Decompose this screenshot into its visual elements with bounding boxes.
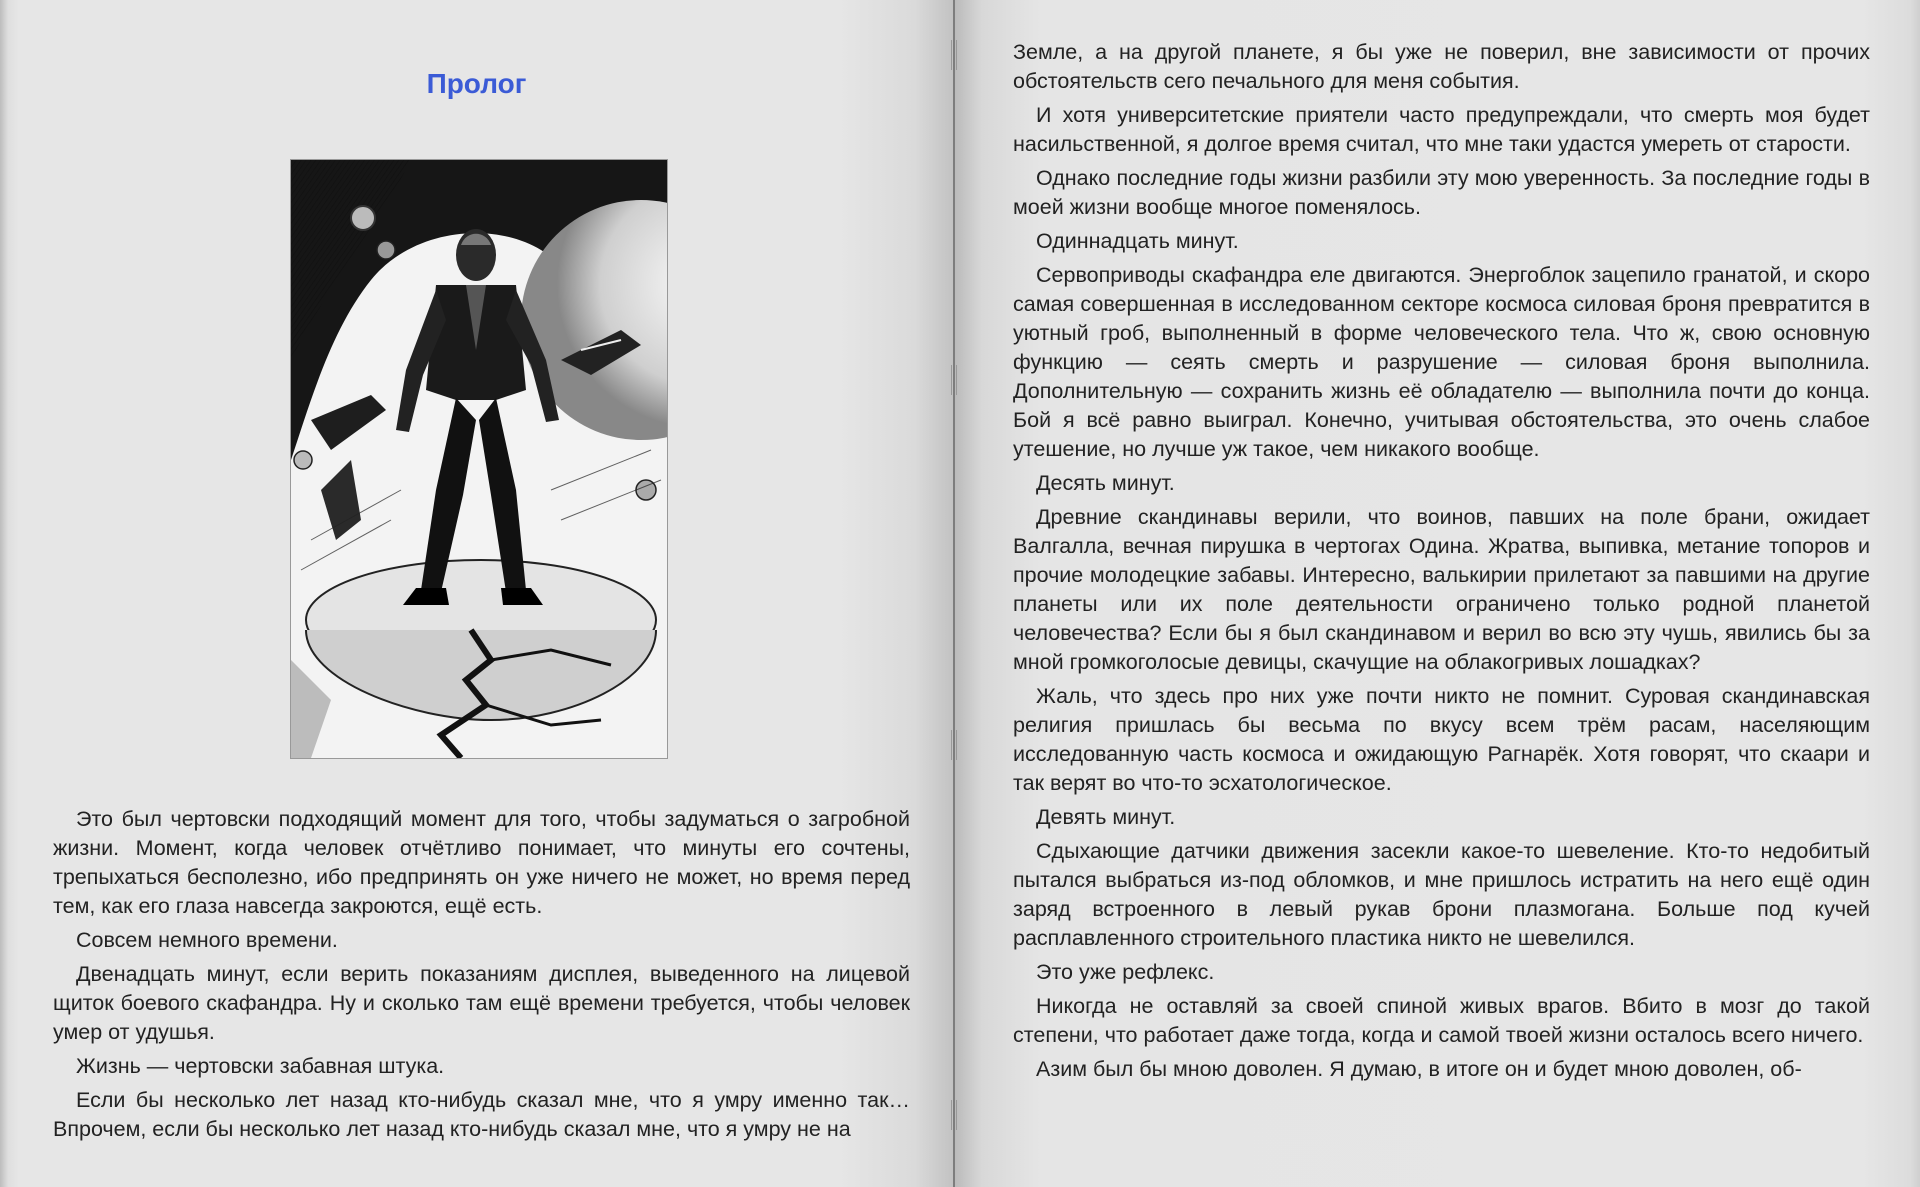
paragraph: Если бы несколько лет назад кто-нибудь сказал мне, что я умру именно так… Впрочем, если бы несколько лет назад кто-нибудь сказал мне, что я умру не на [53, 1088, 910, 1141]
paragraph: Двенадцать минут, если верить показаниям дисплея, выведенного на лицевой щиток боевого скафандра. Ну и сколько там ещё времени требуется, чтобы человек умер от удушья. [53, 962, 910, 1044]
paragraph-continuation: Земле, а на другой планете, я бы уже не поверил, вне зависимости от прочих обстоятельств сего печального для меня события. [1013, 40, 1870, 93]
paragraph: Азим был бы мною доволен. Я думаю, в итоге он и будет мною доволен, об- [1036, 1057, 1802, 1081]
paragraph: Сдыхающие датчики движения засекли какое-то шевеление. Кто-то недобитый пытался выбраться из-под обломков, и мне пришлось истратить на него ещё один заряд встроенного в левый рукав брони плазмогана. Больше под кучей расплавленного строительного пластика никто не шевелился. [1013, 839, 1870, 950]
spine-mark [951, 1100, 957, 1130]
chapter-illustration [290, 159, 668, 759]
paragraph: Сервоприводы скафандра еле двигаются. Энергоблок зацепило гранатой, и скоро самая совершенная в исследованном секторе космоса силовая броня превратится в уютный гроб, выполненный в форме человеческого тела. Что ж, свою основную функцию — сеять смерть и разрушение — силовая броня выполнила. Дополнительную — сохранить жизнь её обладателю — выполнила почти до конца. Бой я всё равно выиграл. Конечно, учитывая обстоятельства, это очень слабое утешение, но лучше уж такое, чем никакого вообще. [1013, 263, 1870, 461]
paragraph: Одиннадцать минут. [1036, 229, 1239, 253]
paragraph: Никогда не оставляй за своей спиной живых врагов. Вбито в мозг до такой степени, что работает даже тогда, когда и самой твоей жизни осталось всего ничего. [1013, 994, 1870, 1047]
right-page-text [1013, 38, 1870, 1089]
right-page[interactable] [953, 0, 1920, 1187]
paragraph: Девять минут. [1036, 805, 1176, 829]
paragraph: И хотя университетские приятели часто предупреждали, что смерть моя будет насильственной, я долгое время считал, что мне таки удастся умереть от старости. [1013, 103, 1870, 156]
paragraph: Однако последние годы жизни разбили эту мою уверенность. За последние годы в моей жизни вообще многое поменялось. [1013, 166, 1870, 219]
left-page[interactable] [0, 0, 953, 1187]
paragraph: Совсем немного времени. [76, 928, 338, 952]
paragraph: Это был чертовски подходящий момент для того, чтобы задуматься о загробной жизни. Момент, когда человек отчётливо понимает, что минуты его сочтены, трепыхаться бесполезно, ибо предпринять он уже ничего не может, но время перед тем, как его глаза навсегда закроются, ещё есть. [53, 807, 910, 918]
paragraph: Это уже рефлекс. [1036, 960, 1215, 984]
spine-mark [951, 730, 957, 760]
page-edge [0, 0, 8, 1187]
left-page-text [53, 805, 910, 1149]
spine-mark [951, 365, 957, 395]
paragraph: Древние скандинавы верили, что воинов, павших на поле брани, ожидает Валгалла, вечная пирушка в чертогах Одина. Жратва, выпивка, метание топоров и прочие молодецкие забавы. Интересно, валькирии прилетают за павшими на другие планеты или их поле деятельности ограничено только родной планетой человечества? Если бы я был скандинавом и верил во всю эту чушь, явились бы за мной громкоголосые девицы, скачущие на облакогривых лошадках? [1013, 505, 1870, 674]
spaceman-illustration-icon [291, 160, 667, 758]
paragraph: Жаль, что здесь про них уже почти никто не помнит. Суровая скандинавская религия пришлась бы весьма по вкусу всем трём расам, населяющим исследованную часть космоса и ожидающую Рагнарёк. Хотя говорят, что скаари и так верят во что-то эсхатологическое. [1013, 684, 1870, 795]
paragraph: Жизнь — чертовски забавная штука. [76, 1054, 445, 1078]
chapter-title: Пролог [426, 68, 527, 99]
book-spine [953, 0, 955, 1187]
spine-mark [951, 40, 957, 70]
paragraph: Десять минут. [1036, 471, 1175, 495]
